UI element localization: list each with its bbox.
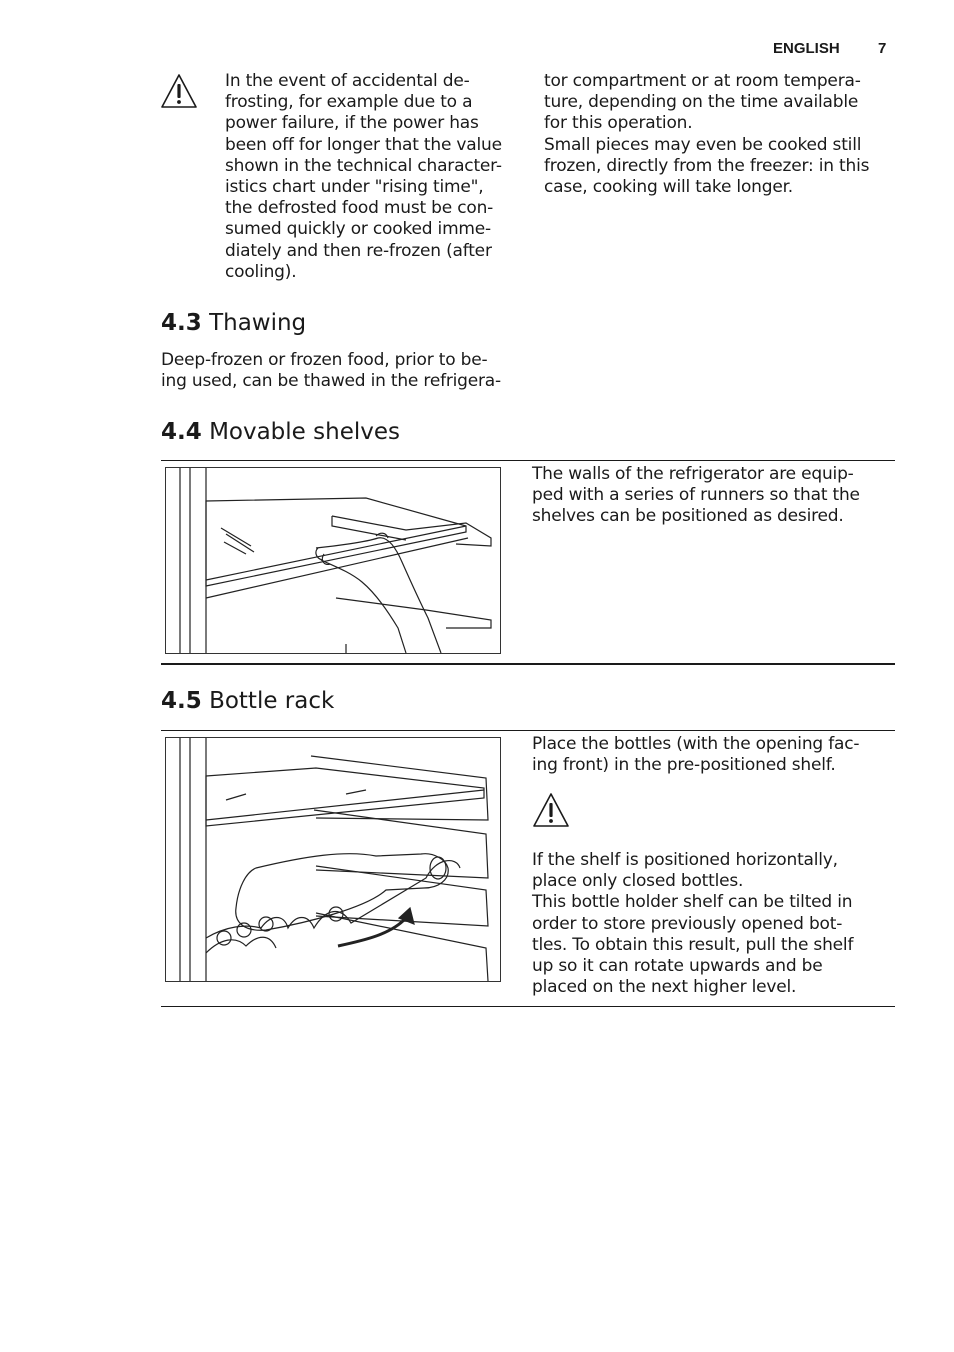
- section-rule-top: [161, 730, 895, 731]
- bottle-rack-text-intro: Place the bottles (with the opening fac- ing front) in the pre-positioned shelf.: [532, 734, 860, 776]
- warning-triangle-icon: [160, 73, 198, 109]
- movable-shelves-illustration: [165, 467, 501, 654]
- thawing-text-left: Deep-frozen or frozen food, prior to be- ing used, can be thawed in the refrigera-: [161, 350, 501, 392]
- section-rule-bottom: [161, 1006, 895, 1007]
- section-number: 4.4: [161, 419, 202, 445]
- section-title: Movable shelves: [209, 419, 400, 445]
- section-rule-bottom: [161, 663, 895, 665]
- section-title: Thawing: [209, 310, 307, 336]
- section-4-3-heading: [161, 309, 306, 337]
- warning-triangle-icon: [532, 792, 570, 828]
- warning-intro-text: In the event of accidental de- frosting, for example due to a power failure, if the power has been off for longer that the value shown in the technical character- istics chart under "rising time", the defrosted food must be con- sumed quickly or cooked imme- diately and then re-frozen (after cooling).: [225, 71, 502, 282]
- section-4-4-heading: [161, 418, 400, 446]
- thawing-text-right: tor compartment or at room tempera- ture, depending on the time available for this operation. Small pieces may even be cooked still frozen, directly from the freezer: in this case, cooking will take longer.: [544, 71, 870, 198]
- section-number: 4.5: [161, 688, 202, 714]
- bottle-rack-text-warning: If the shelf is positioned horizontally, place only closed bottles. This bottle holder shelf can be tilted in order to store previously opened bot- tles. To obtain this result, pull the shelf up so it can rotate upwards and be placed on the next higher level.: [532, 850, 854, 998]
- section-4-5-heading: [161, 687, 334, 715]
- section-rule-top: [161, 460, 895, 461]
- bottle-rack-illustration: [165, 737, 501, 982]
- section-title: Bottle rack: [209, 688, 335, 714]
- movable-shelves-text: The walls of the refrigerator are equip- ped with a series of runners so that the shelves can be positioned as desired.: [532, 464, 860, 527]
- page-number: 7: [878, 40, 887, 57]
- header-language: ENGLISH: [773, 40, 840, 57]
- section-number: 4.3: [161, 310, 202, 336]
